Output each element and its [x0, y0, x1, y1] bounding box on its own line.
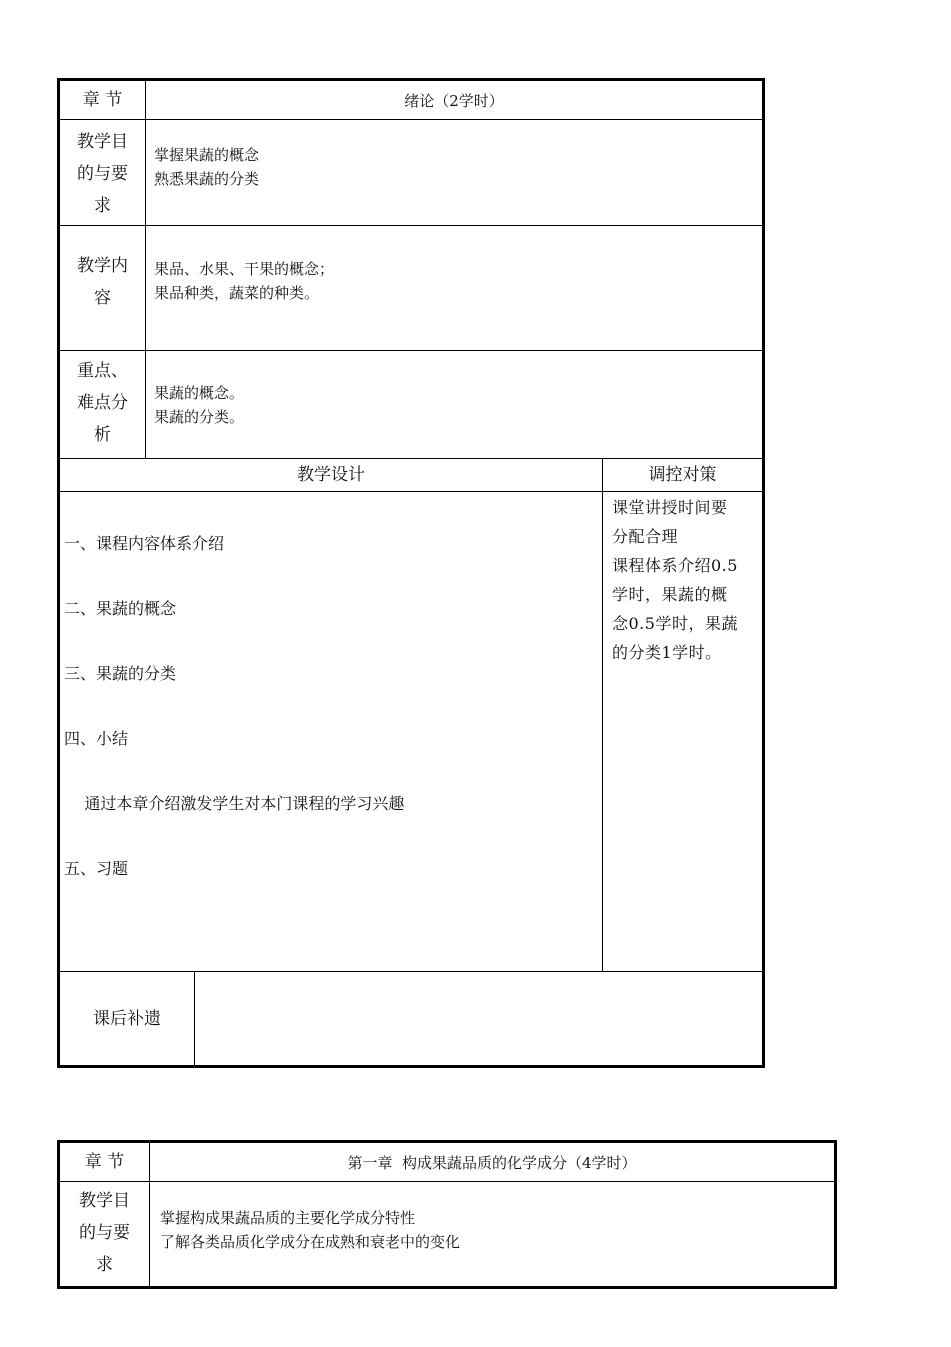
content-item: 果品种类，蔬菜的种类。	[154, 284, 320, 302]
goals-label	[60, 1182, 149, 1286]
strategy-line: 分配合理	[612, 527, 679, 546]
design-header-row	[60, 459, 762, 492]
content-label-line: 容	[94, 288, 111, 308]
plan-item: 二、果蔬的概念	[64, 599, 177, 618]
goals-label-line: 教学目	[79, 1191, 130, 1211]
chapter-title	[146, 81, 762, 119]
chapter-row	[60, 81, 762, 120]
plan-item: 四、小结	[64, 729, 129, 748]
goals-label-line: 求	[96, 1255, 113, 1275]
control-header-text: 调控对策	[648, 465, 717, 485]
goals-row	[60, 120, 762, 226]
content-text	[154, 226, 762, 350]
key-content	[154, 351, 762, 458]
strategy-line: 课程体系介绍0.5	[612, 556, 738, 575]
key-label	[60, 351, 145, 458]
strategy-line: 学时，果蔬的概	[612, 585, 728, 604]
after-label-text: 课后补遗	[93, 1008, 161, 1029]
goals-label-line: 教学目	[77, 132, 128, 152]
strategy-line: 念0.5学时，果蔬	[612, 614, 738, 633]
strategy-line: 课堂讲授时间要	[612, 498, 728, 517]
lesson-table-intro	[57, 78, 765, 1068]
chapter-row	[60, 1143, 834, 1182]
key-row	[60, 351, 762, 459]
chapter-title	[150, 1143, 834, 1181]
chapter-label-text: 章 节	[82, 90, 123, 110]
goal-item: 熟悉果蔬的分类	[154, 169, 260, 188]
plan-item: 五、习题	[64, 859, 129, 878]
chapter-title-text: 绪论（2学时）	[404, 91, 504, 110]
plan-item: 通过本章介绍激发学生对本门课程的学习兴趣	[64, 794, 405, 813]
goals-label-line: 的与要	[79, 1223, 130, 1243]
plan-item: 一、课程内容体系介绍	[64, 534, 225, 553]
key-label-line: 析	[94, 425, 111, 445]
goals-content	[154, 120, 762, 225]
goals-row	[60, 1182, 834, 1286]
goals-content	[160, 1182, 834, 1286]
content-item: 果品、水果、干果的概念；	[154, 260, 335, 278]
chapter-title-text: 第一章 构成果蔬品质的化学成分（4学时）	[347, 1153, 637, 1172]
key-item: 果蔬的分类。	[154, 407, 245, 426]
design-body-row	[60, 492, 762, 972]
goals-label-line: 求	[94, 196, 111, 216]
design-header	[60, 459, 602, 491]
goal-item: 掌握构成果蔬品质的主要化学成分特性	[160, 1209, 416, 1227]
plan-item: 三、果蔬的分类	[64, 664, 177, 683]
control-header	[603, 459, 762, 491]
content-row	[60, 226, 762, 351]
after-content	[195, 972, 762, 1065]
design-header-text: 教学设计	[297, 465, 365, 485]
control-strategy	[612, 492, 762, 971]
goals-label-line: 的与要	[77, 164, 128, 184]
goal-item: 掌握果蔬的概念	[154, 145, 260, 164]
goals-label	[60, 120, 145, 225]
design-plan	[64, 492, 600, 971]
strategy-line: 的分类1学时。	[612, 643, 722, 662]
lesson-table-chapter1	[57, 1140, 837, 1289]
content-label	[60, 214, 145, 350]
chapter-label-text: 章 节	[84, 1152, 125, 1172]
goal-item: 了解各类品质化学成分在成熟和衰老中的变化	[160, 1233, 461, 1251]
after-label	[60, 972, 194, 1065]
key-label-line: 重点、	[77, 361, 128, 381]
content-label-line: 教学内	[77, 256, 128, 276]
key-label-line: 难点分	[77, 393, 128, 413]
chapter-label	[60, 1143, 149, 1181]
after-row	[60, 972, 762, 1065]
chapter-label	[60, 81, 145, 119]
key-item: 果蔬的概念。	[154, 383, 245, 402]
